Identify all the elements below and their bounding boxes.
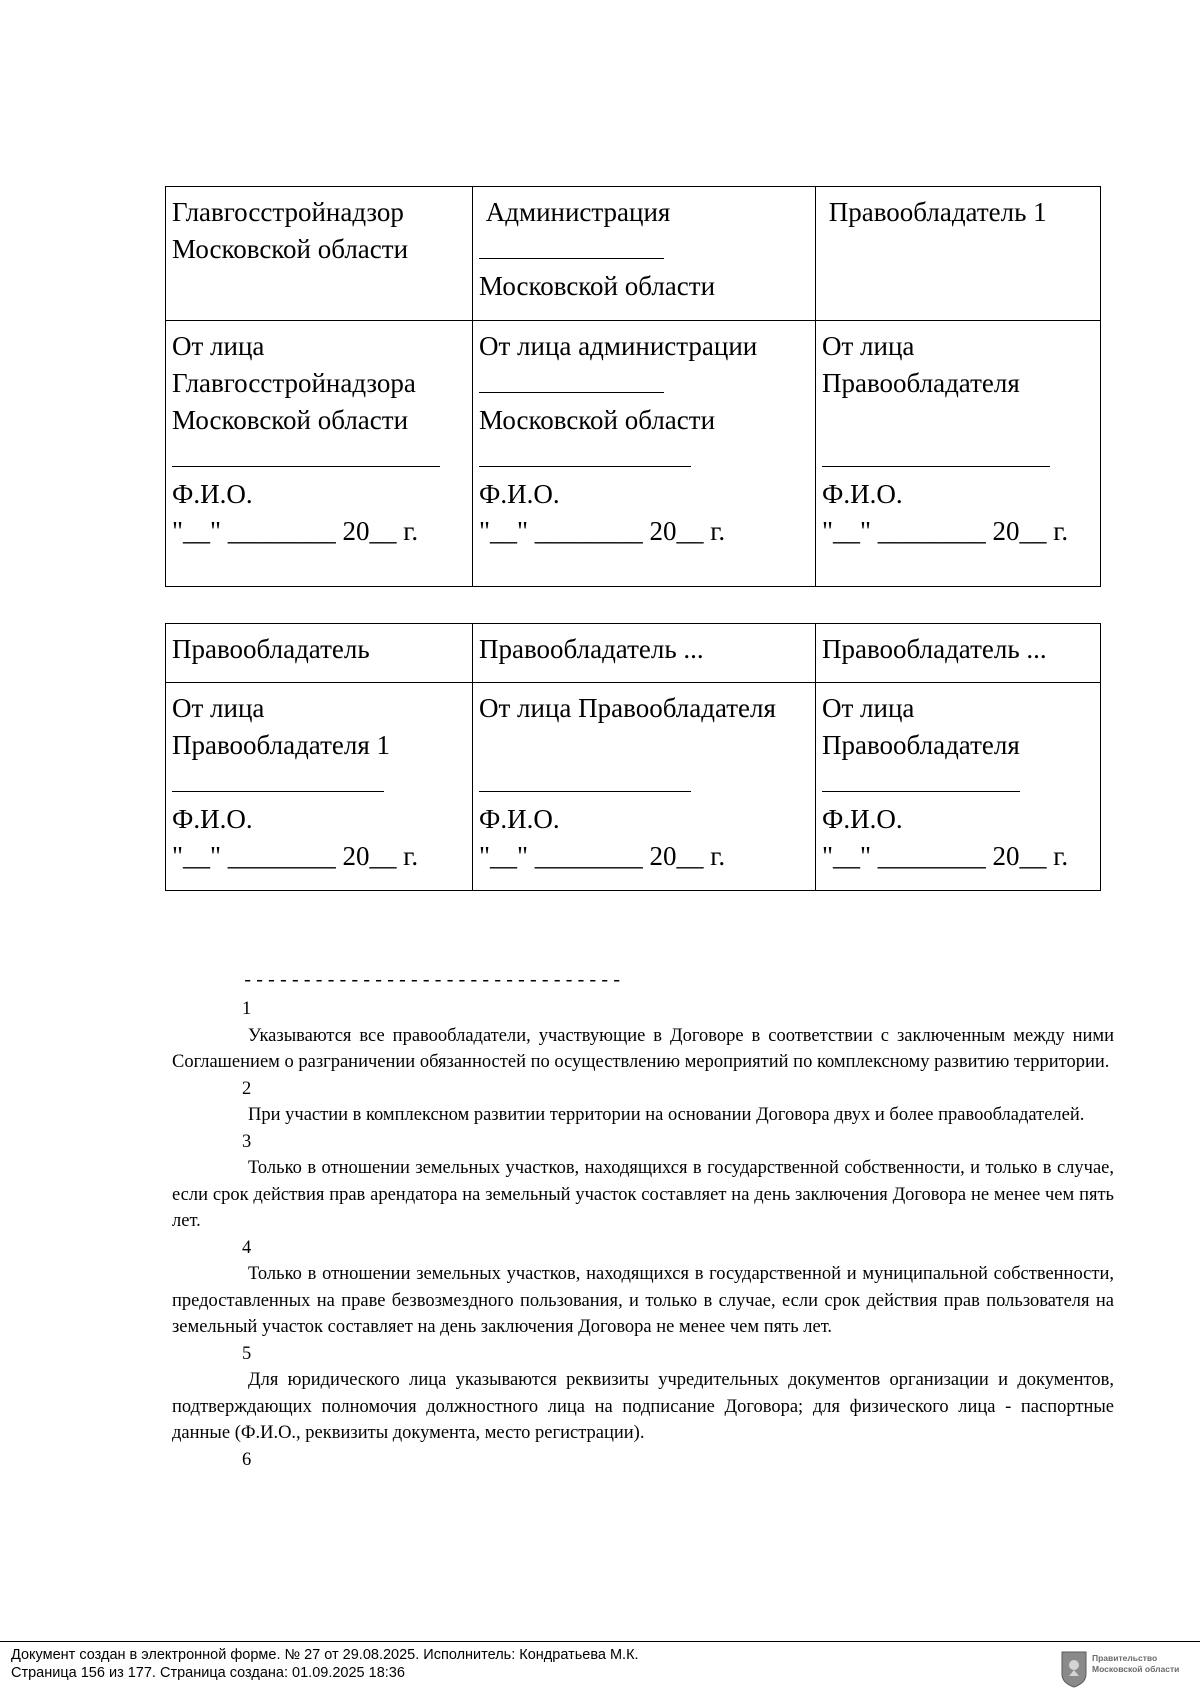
on-behalf-label: От лица (172, 331, 265, 361)
on-behalf-label: Московской области (479, 405, 716, 435)
on-behalf-label: От лица (822, 693, 915, 723)
table-row (166, 624, 1101, 683)
on-behalf-label: Правообладателя (822, 368, 1020, 398)
table-row (166, 683, 1101, 891)
spacer (822, 402, 1094, 439)
on-behalf-label: От лица Правообладателя (479, 693, 776, 723)
moscow-region-emblem-icon (1060, 1650, 1088, 1688)
party-cell-administration (473, 187, 816, 321)
logo-caption-line: Правительство (1092, 1653, 1158, 1663)
date-field: "__" ________ 20__ г. (822, 841, 1069, 871)
party-cell-rightholder-1 (816, 187, 1101, 321)
date-field: "__" ________ 20__ г. (479, 516, 726, 546)
date-field: "__" ________ 20__ г. (172, 516, 419, 546)
on-behalf-label: Правообладателя (822, 730, 1020, 760)
document-footer (11, 1646, 639, 1682)
party-name: Администрация (479, 197, 671, 227)
logo-caption-line: Московской области (1092, 1664, 1180, 1674)
footnote-number: 4 (242, 1237, 252, 1258)
date-field: "__" ________ 20__ г. (479, 841, 726, 871)
signature-cell-glavgosstroynadzor (166, 321, 473, 587)
fio-label: Ф.И.О. (172, 804, 253, 834)
footnote-number: 1 (242, 999, 252, 1019)
footnote-number: 3 (242, 1131, 252, 1152)
table-row (166, 321, 1101, 587)
party-name-region: Московской области (479, 271, 716, 301)
signature-line (479, 764, 809, 801)
table-row (166, 187, 1101, 321)
fio-label: Ф.И.О. (822, 804, 903, 834)
logo-caption (1092, 1653, 1179, 1675)
signature-cell-rightholder-n (473, 683, 816, 891)
party-name: Правообладатель (172, 634, 370, 664)
footnote-text: При участии в комплексном развитии территории на основании Договора двух и более правообладателей. (248, 1105, 1085, 1125)
footnote-text: Для юридического лица указываются реквизиты учредительных документов организации и документов, подтверждающих полномочия должностного лица на подписание Договора; для физического лица - паспортные данные (Ф.И.О., реквизиты документа, место регистрации). (172, 1370, 1114, 1443)
signature-cell-administration (473, 321, 816, 587)
date-field: "__" ________ 20__ г. (172, 841, 419, 871)
party-name-region: Московской области (172, 234, 409, 264)
on-behalf-label: От лица (172, 693, 265, 723)
signature-cell-rightholder-n (816, 683, 1101, 891)
on-behalf-label: Правообладателя 1 (172, 730, 391, 760)
fio-label: Ф.И.О. (822, 479, 903, 509)
party-name: Правообладатель ... (479, 634, 704, 664)
footnote-list (172, 996, 1114, 1473)
footnote-number: 6 (242, 1449, 252, 1470)
footer-document-info: Документ создан в электронной форме. № 27 от 29.08.2025. Исполнитель: Кондратьева М.К. (11, 1647, 639, 1663)
signature-line (822, 439, 1094, 476)
fio-label: Ф.И.О. (479, 804, 560, 834)
on-behalf-label: От лица (822, 331, 915, 361)
party-cell-rightholder-n (816, 624, 1101, 683)
footnote-number: 5 (242, 1343, 252, 1364)
footnote-text: Только в отношении земельных участков, находящихся в государственной и муниципальной собственности, предоставленных на праве безвозмездного пользования, и только в случае, если срок действия прав пользователя на земельный участок составляет на день заключения Договора не менее чем пять лет. (172, 1264, 1114, 1337)
signature-line (822, 764, 1094, 801)
footer-page-info: Страница 156 из 177. Страница создана: 01.09.2025 18:36 (11, 1665, 405, 1681)
signature-line (172, 439, 466, 476)
footnote-text: Только в отношении земельных участков, находящихся в государственной собственности, и только в случае, если срок действия прав арендатора на земельный участок составляет на день заключения Договора не менее чем пять лет. (172, 1158, 1114, 1231)
government-logo (1060, 1650, 1200, 1692)
footnote-text: Указываются все правообладатели, участвующие в Договоре в соответствии с заключенным между ними Соглашением о разграничении обязанностей по осуществлению мероприятий по комплексному развитию территории. (172, 1025, 1114, 1072)
party-name: Правообладатель 1 (822, 197, 1047, 227)
fio-label: Ф.И.О. (172, 479, 253, 509)
party-name: Главгосстройнадзор (172, 197, 404, 227)
footnotes (172, 968, 1114, 1473)
party-cell-rightholder (166, 624, 473, 683)
date-field: "__" ________ 20__ г. (822, 516, 1069, 546)
signatures-table-2 (165, 623, 1101, 891)
party-name: Правообладатель ... (822, 634, 1047, 664)
on-behalf-label: Главгосстройнадзора (172, 368, 416, 398)
fio-label: Ф.И.О. (479, 479, 560, 509)
blank-line (479, 231, 809, 268)
signature-cell-rightholder-1 (166, 683, 473, 891)
signatures-table-1 (165, 186, 1101, 587)
on-behalf-label: От лица администрации (479, 331, 758, 361)
signature-line (479, 439, 809, 476)
signature-cell-rightholder-1 (816, 321, 1101, 587)
footnote-separator: -------------------------------- (242, 970, 623, 992)
footnote-number: 2 (242, 1078, 252, 1099)
party-cell-glavgosstroynadzor (166, 187, 473, 321)
on-behalf-label: Московской области (172, 405, 409, 435)
footer-divider (0, 1641, 1200, 1642)
signature-line (172, 764, 466, 801)
party-cell-rightholder-n (473, 624, 816, 683)
blank-line (479, 365, 809, 402)
spacer (479, 727, 809, 764)
